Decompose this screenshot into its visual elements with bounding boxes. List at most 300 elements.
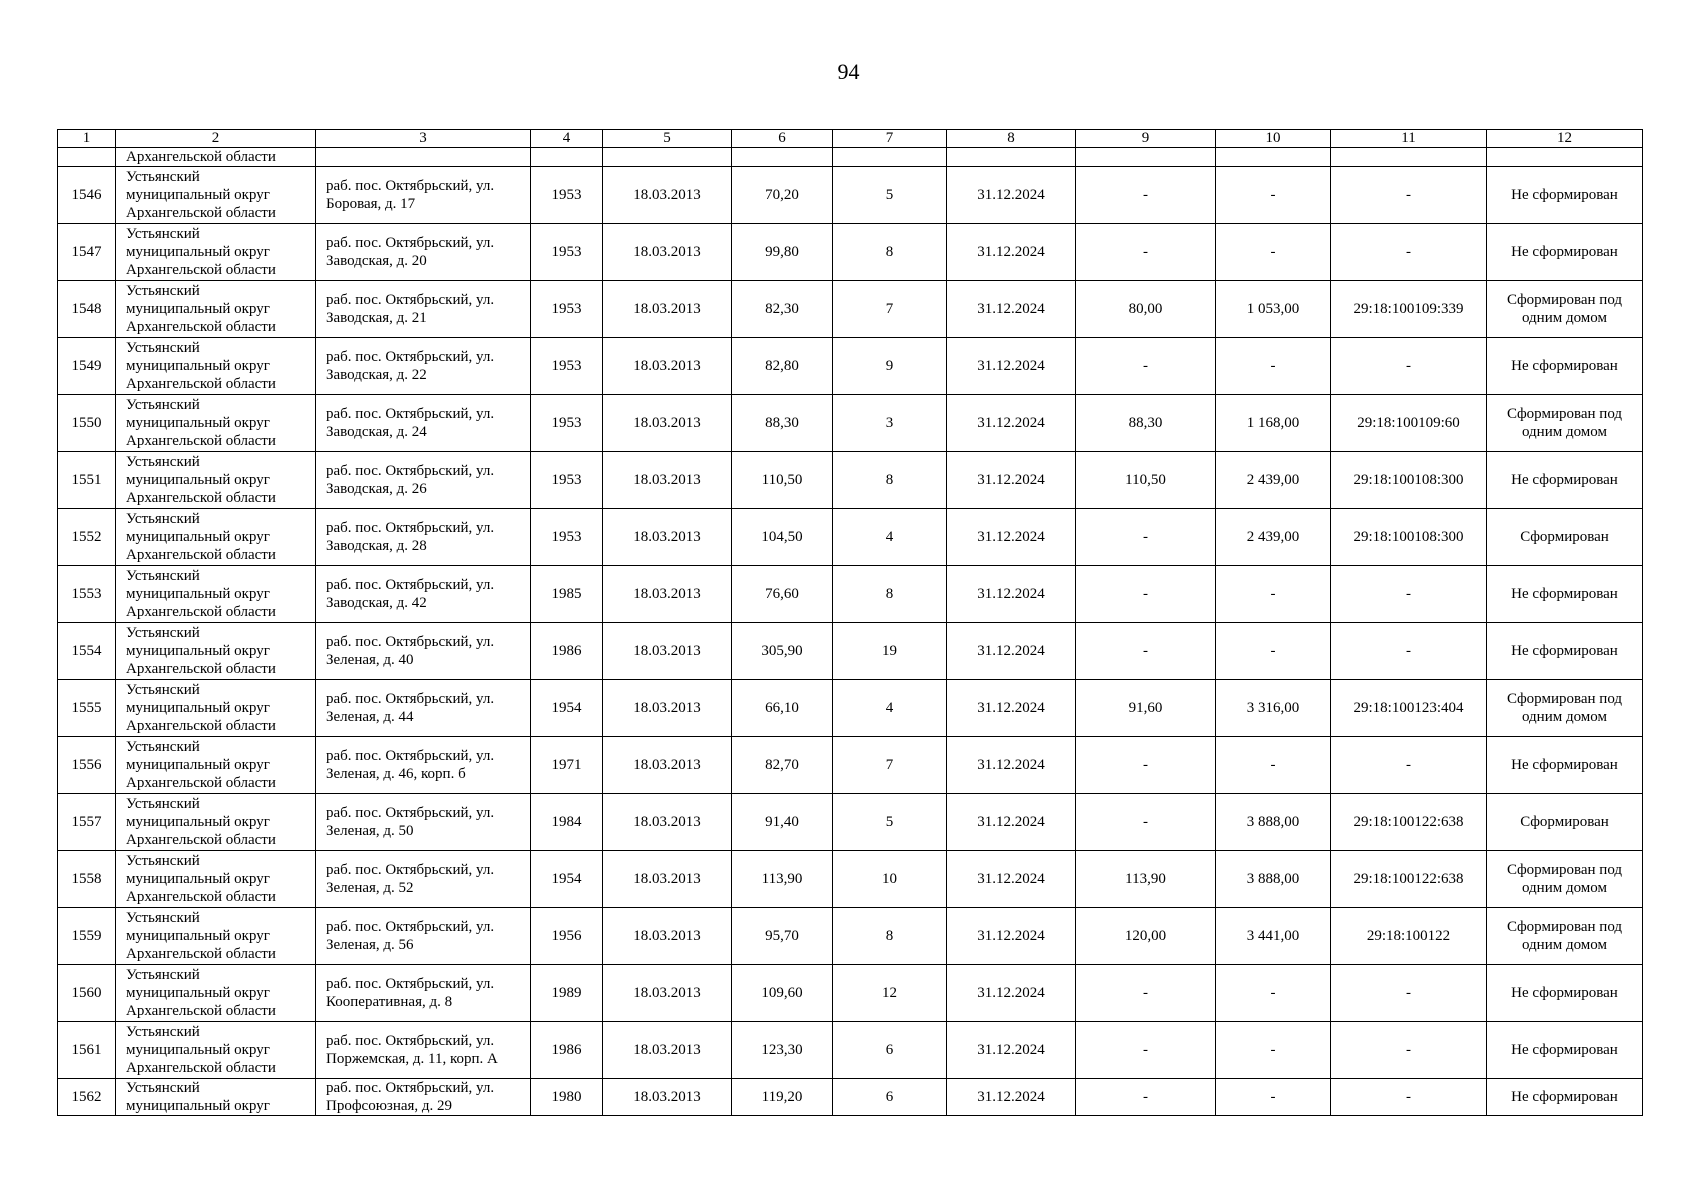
address — [316, 395, 531, 452]
build-year: 1985 — [531, 566, 603, 623]
cadastral-number: 29:18:100122:638 — [1331, 851, 1487, 908]
resettlement-deadline: 31.12.2024 — [947, 737, 1076, 794]
municipality-line: муниципальный округ — [126, 244, 270, 260]
municipality-line: Архангельской области — [126, 718, 276, 734]
municipality-line: муниципальный округ — [126, 472, 270, 488]
municipality — [116, 680, 316, 737]
municipality — [116, 566, 316, 623]
residents-count: 7 — [833, 281, 947, 338]
plot-status-line: Не сформирован — [1511, 643, 1618, 659]
column-number-row — [58, 130, 1643, 148]
address-line: раб. пос. Октябрьский, ул. — [326, 634, 495, 650]
municipality-line: Устьянский — [126, 796, 200, 812]
land-area-value: - — [1076, 623, 1216, 680]
plot-status — [1487, 167, 1643, 224]
plot-status-line: Сформирован под — [1506, 919, 1623, 935]
municipality-line: Архангельской области — [126, 661, 276, 677]
municipality-line: Архангельской области — [126, 1060, 276, 1076]
column-number-6: 6 — [732, 130, 833, 148]
municipality-line: муниципальный округ — [126, 928, 270, 944]
resettlement-deadline: 31.12.2024 — [947, 224, 1076, 281]
table-row — [58, 908, 1643, 965]
build-year: 1953 — [531, 224, 603, 281]
residents-count: 10 — [833, 851, 947, 908]
housing-registry-table — [57, 129, 1643, 1116]
cadastral-number: 29:18:100109:60 — [1331, 395, 1487, 452]
address-line: Кооперативная, д. 8 — [326, 994, 453, 1010]
column-number-8: 8 — [947, 130, 1076, 148]
recognition-date: 18.03.2013 — [603, 281, 732, 338]
table-row — [58, 395, 1643, 452]
address — [316, 851, 531, 908]
resettlement-deadline: 31.12.2024 — [947, 680, 1076, 737]
plot-status-line: Не сформирован — [1511, 1089, 1618, 1105]
plot-status-line: Не сформирован — [1511, 187, 1618, 203]
address-line: раб. пос. Октябрьский, ул. — [326, 463, 495, 479]
plot-area-value: - — [1216, 224, 1331, 281]
plot-status — [1487, 851, 1643, 908]
residents-count: 9 — [833, 338, 947, 395]
municipality-line: Устьянский — [126, 967, 200, 983]
column-number-2: 2 — [116, 130, 316, 148]
table-row — [58, 167, 1643, 224]
recognition-date: 18.03.2013 — [603, 1079, 732, 1116]
row-number: 1562 — [58, 1079, 116, 1116]
plot-status — [1487, 737, 1643, 794]
residents-count: 3 — [833, 395, 947, 452]
area: 66,10 — [732, 680, 833, 737]
municipality-line: Архангельской области — [126, 490, 276, 506]
page-number: 94 — [837, 59, 860, 84]
plot-area-value: 1 053,00 — [1216, 281, 1331, 338]
municipality-line: Архангельской области — [126, 775, 276, 791]
row-number: 1547 — [58, 224, 116, 281]
municipality — [116, 908, 316, 965]
resettlement-deadline: 31.12.2024 — [947, 908, 1076, 965]
resettlement-deadline: 31.12.2024 — [947, 1022, 1076, 1079]
plot-area-value: - — [1216, 338, 1331, 395]
land-area-value: - — [1076, 794, 1216, 851]
row-number: 1560 — [58, 965, 116, 1022]
row-number: 1559 — [58, 908, 116, 965]
plot-status — [1487, 338, 1643, 395]
plot-status — [1487, 566, 1643, 623]
table-row — [58, 338, 1643, 395]
build-year: 1953 — [531, 167, 603, 224]
cell-empty — [947, 148, 1076, 167]
land-area-value: 80,00 — [1076, 281, 1216, 338]
recognition-date: 18.03.2013 — [603, 794, 732, 851]
residents-count: 8 — [833, 452, 947, 509]
land-area-value: - — [1076, 224, 1216, 281]
build-year: 1956 — [531, 908, 603, 965]
cadastral-number: 29:18:100108:300 — [1331, 452, 1487, 509]
build-year: 1971 — [531, 737, 603, 794]
plot-status-line: Сформирован под — [1506, 406, 1623, 422]
address-line: раб. пос. Октябрьский, ул. — [326, 235, 495, 251]
municipality-line: Устьянский — [126, 739, 200, 755]
plot-status-line: Не сформирован — [1511, 244, 1618, 260]
municipality — [116, 965, 316, 1022]
municipality — [116, 1022, 316, 1079]
build-year: 1953 — [531, 281, 603, 338]
area: 99,80 — [732, 224, 833, 281]
plot-status — [1487, 395, 1643, 452]
plot-status — [1487, 965, 1643, 1022]
municipality-line: муниципальный округ — [126, 700, 270, 716]
recognition-date: 18.03.2013 — [603, 395, 732, 452]
resettlement-deadline: 31.12.2024 — [947, 851, 1076, 908]
address-line: Заводская, д. 24 — [326, 424, 427, 440]
land-area-value: - — [1076, 965, 1216, 1022]
recognition-date: 18.03.2013 — [603, 965, 732, 1022]
residents-count: 5 — [833, 167, 947, 224]
address-line: раб. пос. Октябрьский, ул. — [326, 976, 495, 992]
table-row — [58, 1022, 1643, 1079]
column-number-10: 10 — [1216, 130, 1331, 148]
address-line: Зеленая, д. 50 — [326, 823, 414, 839]
recognition-date: 18.03.2013 — [603, 1022, 732, 1079]
column-number-7: 7 — [833, 130, 947, 148]
table-row — [58, 1079, 1643, 1116]
plot-status-line: Сформирован под — [1506, 862, 1623, 878]
land-area-value: - — [1076, 509, 1216, 566]
plot-status — [1487, 623, 1643, 680]
row-number: 1546 — [58, 167, 116, 224]
cell-empty — [1487, 148, 1643, 167]
address — [316, 281, 531, 338]
address-line: Зеленая, д. 44 — [326, 709, 414, 725]
residents-count: 19 — [833, 623, 947, 680]
resettlement-deadline: 31.12.2024 — [947, 452, 1076, 509]
cell-empty — [1331, 148, 1487, 167]
residents-count: 6 — [833, 1022, 947, 1079]
cadastral-number: - — [1331, 965, 1487, 1022]
plot-area-value: 2 439,00 — [1216, 509, 1331, 566]
recognition-date: 18.03.2013 — [603, 224, 732, 281]
residents-count: 8 — [833, 908, 947, 965]
address-line: Заводская, д. 21 — [326, 310, 427, 326]
residents-count: 12 — [833, 965, 947, 1022]
resettlement-deadline: 31.12.2024 — [947, 965, 1076, 1022]
address — [316, 338, 531, 395]
plot-area-value: 3 316,00 — [1216, 680, 1331, 737]
municipality — [116, 737, 316, 794]
land-area-value: 110,50 — [1076, 452, 1216, 509]
municipality — [116, 851, 316, 908]
address-line: раб. пос. Октябрьский, ул. — [326, 1033, 495, 1049]
municipality-line: муниципальный округ — [126, 529, 270, 545]
municipality-line: муниципальный округ — [126, 814, 270, 830]
area: 76,60 — [732, 566, 833, 623]
area: 119,20 — [732, 1079, 833, 1116]
municipality-line: Архангельской области — [126, 433, 276, 449]
resettlement-deadline: 31.12.2024 — [947, 281, 1076, 338]
cadastral-number: - — [1331, 737, 1487, 794]
municipality-line: Устьянский — [126, 682, 200, 698]
address-line: раб. пос. Октябрьский, ул. — [326, 406, 495, 422]
land-area-value: - — [1076, 1022, 1216, 1079]
build-year: 1989 — [531, 965, 603, 1022]
row-number: 1555 — [58, 680, 116, 737]
area: 104,50 — [732, 509, 833, 566]
plot-area-value: 1 168,00 — [1216, 395, 1331, 452]
address — [316, 680, 531, 737]
recognition-date: 18.03.2013 — [603, 338, 732, 395]
area: 95,70 — [732, 908, 833, 965]
plot-status-line: Сформирован — [1520, 814, 1609, 830]
municipality-line: Архангельской области — [126, 832, 276, 848]
municipality — [116, 452, 316, 509]
municipality-line: Архангельской области — [126, 205, 276, 221]
address-line: Заводская, д. 26 — [326, 481, 427, 497]
area: 88,30 — [732, 395, 833, 452]
row-number: 1561 — [58, 1022, 116, 1079]
plot-area-value: - — [1216, 965, 1331, 1022]
municipality-line: муниципальный округ — [126, 643, 270, 659]
municipality-line: Устьянский — [126, 397, 200, 413]
municipality — [116, 224, 316, 281]
table-row — [58, 452, 1643, 509]
recognition-date: 18.03.2013 — [603, 509, 732, 566]
address-line: Зеленая, д. 52 — [326, 880, 414, 896]
address — [316, 965, 531, 1022]
plot-status — [1487, 224, 1643, 281]
municipality-line: муниципальный округ — [126, 871, 270, 887]
plot-status-line: Не сформирован — [1511, 586, 1618, 602]
row-number: 1551 — [58, 452, 116, 509]
resettlement-deadline: 31.12.2024 — [947, 1079, 1076, 1116]
address-line: раб. пос. Октябрьский, ул. — [326, 349, 495, 365]
land-area-value: 91,60 — [1076, 680, 1216, 737]
address-line: раб. пос. Октябрьский, ул. — [326, 805, 495, 821]
plot-status-line: одним домом — [1521, 310, 1608, 326]
plot-status-line: Не сформирован — [1511, 1042, 1618, 1058]
plot-area-value: 3 888,00 — [1216, 851, 1331, 908]
municipality — [116, 281, 316, 338]
area: 113,90 — [732, 851, 833, 908]
municipality-line: Устьянский — [126, 910, 200, 926]
area: 82,30 — [732, 281, 833, 338]
recognition-date: 18.03.2013 — [603, 623, 732, 680]
row-number: 1553 — [58, 566, 116, 623]
resettlement-deadline: 31.12.2024 — [947, 509, 1076, 566]
municipality-line: Архангельской области — [126, 889, 276, 905]
row-number: 1554 — [58, 623, 116, 680]
column-number-5: 5 — [603, 130, 732, 148]
residents-count: 8 — [833, 566, 947, 623]
plot-status-line: Сформирован под — [1506, 292, 1623, 308]
address — [316, 167, 531, 224]
municipality-line: муниципальный округ — [126, 415, 270, 431]
address-line: раб. пос. Октябрьский, ул. — [326, 577, 495, 593]
row-number: 1549 — [58, 338, 116, 395]
plot-area-value: - — [1216, 167, 1331, 224]
cadastral-number: 29:18:100123:404 — [1331, 680, 1487, 737]
plot-area-value: 2 439,00 — [1216, 452, 1331, 509]
plot-status — [1487, 794, 1643, 851]
continuation-municipality: Архангельской области — [116, 148, 316, 167]
address-line: раб. пос. Октябрьский, ул. — [326, 919, 495, 935]
municipality — [116, 395, 316, 452]
plot-status-line: Не сформирован — [1511, 757, 1618, 773]
recognition-date: 18.03.2013 — [603, 737, 732, 794]
row-number: 1552 — [58, 509, 116, 566]
municipality-line: Устьянский — [126, 625, 200, 641]
area: 91,40 — [732, 794, 833, 851]
resettlement-deadline: 31.12.2024 — [947, 338, 1076, 395]
plot-area-value: 3 888,00 — [1216, 794, 1331, 851]
row-number: 1548 — [58, 281, 116, 338]
address-line: Зеленая, д. 56 — [326, 937, 414, 953]
table-row — [58, 965, 1643, 1022]
residents-count: 7 — [833, 737, 947, 794]
build-year: 1954 — [531, 680, 603, 737]
municipality-line: Устьянский — [126, 169, 200, 185]
plot-status-line: одним домом — [1521, 937, 1608, 953]
address-line: раб. пос. Октябрьский, ул. — [326, 292, 495, 308]
plot-area-value: 3 441,00 — [1216, 908, 1331, 965]
address — [316, 566, 531, 623]
residents-count: 8 — [833, 224, 947, 281]
cell-empty — [58, 148, 116, 167]
cell-empty — [833, 148, 947, 167]
area: 82,70 — [732, 737, 833, 794]
plot-status-line: Не сформирован — [1511, 358, 1618, 374]
address-line: раб. пос. Октябрьский, ул. — [326, 862, 495, 878]
row-number: 1556 — [58, 737, 116, 794]
residents-count: 5 — [833, 794, 947, 851]
land-area-value: 120,00 — [1076, 908, 1216, 965]
municipality — [116, 509, 316, 566]
column-number-9: 9 — [1076, 130, 1216, 148]
resettlement-deadline: 31.12.2024 — [947, 395, 1076, 452]
table-row — [58, 509, 1643, 566]
column-number-12: 12 — [1487, 130, 1643, 148]
municipality-line: муниципальный округ — [126, 187, 270, 203]
plot-status-line: Сформирован — [1520, 529, 1609, 545]
cell-empty — [1076, 148, 1216, 167]
cadastral-number: - — [1331, 623, 1487, 680]
build-year: 1953 — [531, 452, 603, 509]
plot-status-line: Не сформирован — [1511, 472, 1618, 488]
address-line: Зеленая, д. 46, корп. б — [326, 766, 466, 782]
cadastral-number: 29:18:100122 — [1331, 908, 1487, 965]
address — [316, 737, 531, 794]
municipality-line: Архангельской области — [126, 319, 276, 335]
build-year: 1986 — [531, 623, 603, 680]
recognition-date: 18.03.2013 — [603, 851, 732, 908]
land-area-value: 113,90 — [1076, 851, 1216, 908]
address — [316, 1022, 531, 1079]
municipality-line: муниципальный округ — [126, 301, 270, 317]
residents-count: 4 — [833, 509, 947, 566]
build-year: 1953 — [531, 395, 603, 452]
column-number-11: 11 — [1331, 130, 1487, 148]
area: 82,80 — [732, 338, 833, 395]
table-row — [58, 851, 1643, 908]
continuation-row — [58, 148, 1643, 167]
table-row — [58, 224, 1643, 281]
address — [316, 794, 531, 851]
address-line: Заводская, д. 22 — [326, 367, 427, 383]
row-number: 1557 — [58, 794, 116, 851]
municipality-line: Архангельской области — [126, 604, 276, 620]
resettlement-deadline: 31.12.2024 — [947, 794, 1076, 851]
address-line: раб. пос. Октябрьский, ул. — [326, 178, 495, 194]
cadastral-number: 29:18:100109:339 — [1331, 281, 1487, 338]
table-row — [58, 281, 1643, 338]
row-number: 1558 — [58, 851, 116, 908]
cadastral-number: - — [1331, 167, 1487, 224]
address-line: Зеленая, д. 40 — [326, 652, 414, 668]
cadastral-number: 29:18:100122:638 — [1331, 794, 1487, 851]
municipality-line: муниципальный округ — [126, 1098, 270, 1114]
plot-area-value: - — [1216, 566, 1331, 623]
build-year: 1986 — [531, 1022, 603, 1079]
municipality-line: Устьянский — [126, 853, 200, 869]
municipality-line: Устьянский — [126, 226, 200, 242]
plot-area-value: - — [1216, 1079, 1331, 1116]
municipality-line: муниципальный округ — [126, 757, 270, 773]
municipality — [116, 794, 316, 851]
plot-area-value: - — [1216, 737, 1331, 794]
address-line: Заводская, д. 42 — [326, 595, 427, 611]
row-number: 1550 — [58, 395, 116, 452]
build-year: 1953 — [531, 509, 603, 566]
municipality — [116, 167, 316, 224]
resettlement-deadline: 31.12.2024 — [947, 623, 1076, 680]
address-line: раб. пос. Октябрьский, ул. — [326, 691, 495, 707]
plot-status — [1487, 452, 1643, 509]
municipality — [116, 338, 316, 395]
municipality-line: Устьянский — [126, 568, 200, 584]
table-row — [58, 623, 1643, 680]
land-area-value: - — [1076, 167, 1216, 224]
municipality-line: Архангельской области — [126, 946, 276, 962]
municipality — [116, 1079, 316, 1116]
municipality-line: муниципальный округ — [126, 985, 270, 1001]
recognition-date: 18.03.2013 — [603, 680, 732, 737]
address-line: Профсоюзная, д. 29 — [326, 1098, 453, 1114]
municipality-line: Архангельской области — [126, 376, 276, 392]
area: 305,90 — [732, 623, 833, 680]
municipality — [116, 623, 316, 680]
cadastral-number: - — [1331, 1079, 1487, 1116]
residents-count: 4 — [833, 680, 947, 737]
table-row — [58, 737, 1643, 794]
address — [316, 1079, 531, 1116]
plot-status — [1487, 908, 1643, 965]
address-line: раб. пос. Октябрьский, ул. — [326, 1080, 495, 1096]
address-line: раб. пос. Октябрьский, ул. — [326, 748, 495, 764]
cadastral-number: - — [1331, 1022, 1487, 1079]
cell-empty — [732, 148, 833, 167]
plot-status-line: одним домом — [1521, 424, 1608, 440]
municipality-line: Устьянский — [126, 1080, 200, 1096]
address-line: Заводская, д. 20 — [326, 253, 427, 269]
land-area-value: - — [1076, 566, 1216, 623]
cell-empty — [1216, 148, 1331, 167]
build-year: 1980 — [531, 1079, 603, 1116]
plot-status — [1487, 509, 1643, 566]
municipality-line: Устьянский — [126, 340, 200, 356]
municipality-line: Архангельской области — [126, 262, 276, 278]
table-row — [58, 680, 1643, 737]
municipality-line: муниципальный округ — [126, 358, 270, 374]
plot-status-line: Сформирован под — [1506, 691, 1623, 707]
cadastral-number: - — [1331, 224, 1487, 281]
